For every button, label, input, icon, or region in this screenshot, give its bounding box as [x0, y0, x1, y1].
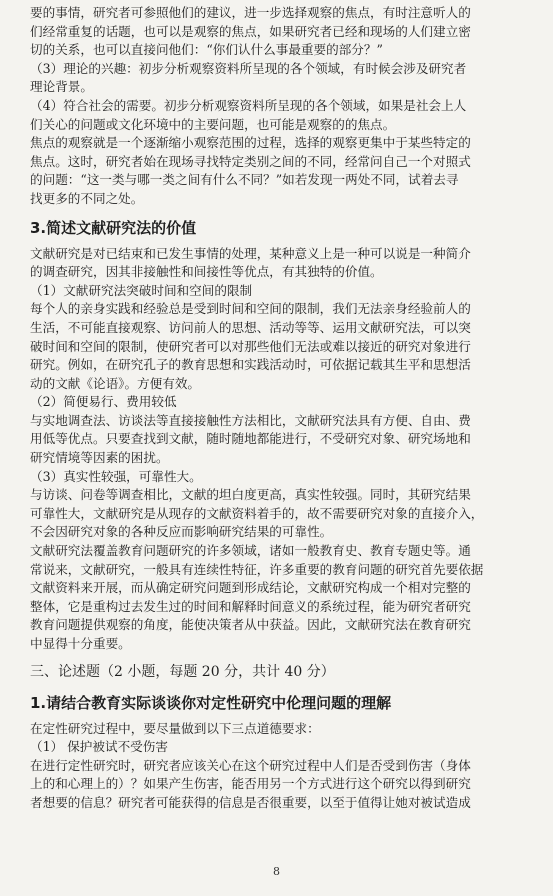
- text-line: 在进行定性研究时，研究者应该关心在这个研究过程中人们是否受到伤害（身体: [30, 757, 471, 773]
- text-line: 不会因研究对象的各种反应而影响研究结果的可靠性。: [30, 524, 333, 540]
- text-line: 文献研究法覆盖教育问题研究的许多领域，诸如一般教育史、教育专题史等。通: [30, 543, 471, 559]
- text-line: 文献资料来开展，而从确定研究问题到形成结论，文献研究构成一个相对完整的: [30, 580, 471, 596]
- text-line: 们经常重复的话题，也可以是观察的焦点，如果研究者已经和现场的人们建立密: [30, 23, 471, 39]
- text-line: 找更多的不同之处。: [30, 190, 144, 206]
- document-body: [30, 4, 528, 813]
- text-line: 与访谈、问卷等调查相比，文献的坦白度更高，真实性较强。同时，其研究结果: [30, 487, 471, 503]
- text-line: 研究。例如，在研究孔子的教育思想和实践活动时，可依据记载其生平和思想活: [30, 357, 471, 373]
- text-line: 常说来，文献研究，一般具有连续性特征，许多重要的教育问题的研究首先要依据: [30, 561, 484, 577]
- text-line: 者想要的信息？研究者可能获得的信息是否很重要，以至于值得让她对被试造成: [30, 794, 471, 810]
- page-number: 8: [273, 865, 280, 878]
- ethics-answer: [30, 720, 528, 813]
- text-line: 整体，它是重构过去发生过的时间和解释时间意义的系统过程，能为研究者研究: [30, 598, 471, 614]
- question-heading-literature-value: 3.简述文献研究法的价值: [30, 218, 197, 237]
- text-line: （1） 保护被试不受伤害: [30, 739, 168, 755]
- text-line: （4）符合社会的需要。初步分析观察资料所呈现的各个领域，如果是社会上人: [30, 97, 467, 113]
- text-line: 可靠性大，文献研究是从现存的文献资料着手的，故不需要研究对象的直接介入，: [30, 505, 484, 521]
- text-line: （3）理论的兴趣：初步分析观察资料所呈现的各个领域，有时候会涉及研究者: [30, 60, 467, 76]
- text-line: 们关心的问题或文化环境中的主要问题，也可能是观察的的焦点。: [30, 116, 396, 132]
- text-line: 文献研究是对已结束和已发生事情的处理，某种意义上是一种可以说是一种简介: [30, 245, 471, 261]
- text-line: 在定性研究过程中，要尽量做到以下三点道德要求：: [30, 720, 320, 736]
- text-line: 教育问题提供观察的角度，能使决策者从中获益。因此，文献研究法在教育研究: [30, 617, 471, 633]
- observation-focus-text: [30, 4, 528, 209]
- literature-research-answer: [30, 245, 528, 654]
- text-line: 的问题：“这一类与哪一类之间有什么不同？”如若发现一两处不同，试着去寻: [30, 172, 459, 188]
- section-title-essay-questions: 三、论述题（2 小题，每题 20 分，共计 40 分）: [30, 663, 335, 680]
- text-line: 焦点。这时，研究者始在现场寻找特定类别之间的不同，经常问自己一个对照式: [30, 153, 471, 169]
- text-line: 每个人的亲身实践和经验总是受到时间和空间的限制，我们无法亲身经验前人的: [30, 301, 471, 317]
- text-line: （3）真实性较强，可靠性大。: [30, 468, 202, 484]
- text-line: 要的事情，研究者可参照他们的建议，进一步选择观察的焦点，有时注意听人的: [30, 5, 471, 20]
- question-heading-ethics: 1.请结合教育实际谈谈你对定性研究中伦理问题的理解: [30, 693, 392, 712]
- text-line: 动的文献《论语》。方便有效。: [30, 375, 201, 391]
- text-line: 用低等优点。只要查找到文献，随时随地都能进行，不受研究对象、研究场地和: [30, 431, 471, 447]
- text-line: 上的和心理上的）？如果产生伤害，能否用另一个方式进行这个研究以得到研究: [30, 776, 471, 792]
- text-line: 破时间和空间的限制，使研究者可以对那些他们无法或难以接近的研究对象进行: [30, 338, 471, 354]
- text-line: 中显得十分重要。: [30, 636, 131, 651]
- text-line: 与实地调查法、访谈法等直接接触性方法相比，文献研究法具有方便、自由、费: [30, 412, 471, 428]
- text-line: 生活，不可能直接观察、访问前人的思想、活动等等、运用文献研究法，可以突: [30, 319, 471, 335]
- text-line: 理论背景。: [30, 79, 93, 95]
- text-line: （1）文献研究法突破时间和空间的限制: [30, 282, 253, 298]
- text-line: 焦点的观察就是一个逐渐缩小观察范围的过程，选择的观察更集中于某些特定的: [30, 135, 471, 151]
- text-line: （2）简便易行、费用较低: [30, 394, 177, 410]
- text-line: 的调查研究，因其非接触性和间接性等优点，有其独特的价值。: [30, 264, 383, 280]
- text-line: 研究情境等因素的困扰。: [30, 450, 169, 466]
- text-line: 切的关系，也可以直接问他们：“你们认什么事最重要的部分？”: [30, 42, 383, 58]
